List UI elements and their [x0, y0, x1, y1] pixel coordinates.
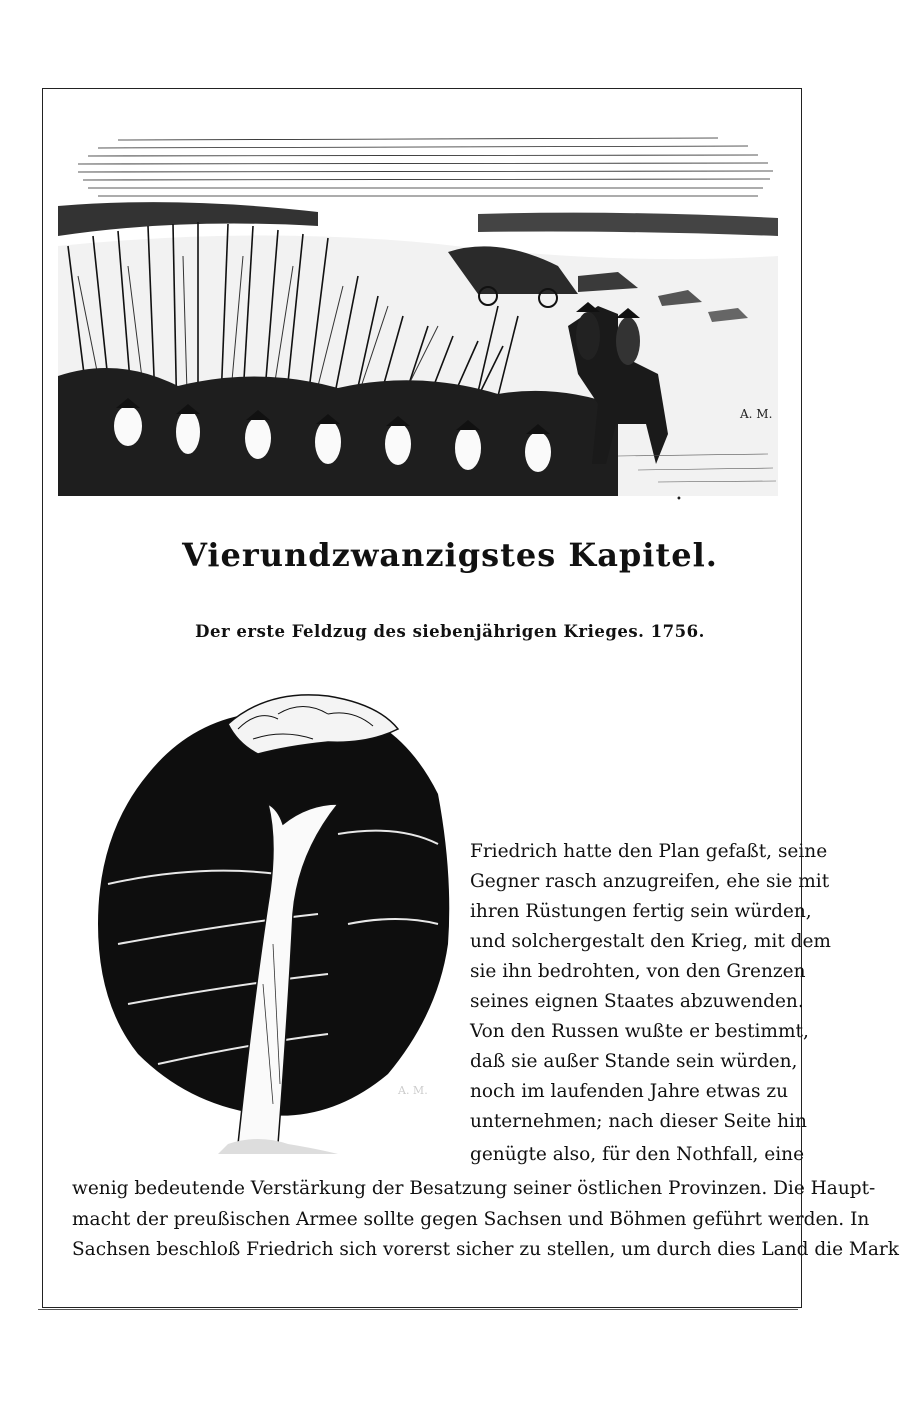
body-line-7: Von den Russen wußte er bestimmt,: [470, 1021, 809, 1042]
header-signature: A. M.: [740, 407, 773, 421]
body-line-6: seines eignen Staates abzuwenden.: [470, 991, 804, 1012]
body-line-14: Sachsen beschloß Friedrich sich vorerst sicher zu stellen, um durch dies Land die Mark: [72, 1239, 899, 1260]
army-march-illustration: [58, 126, 778, 496]
body-line-13: macht der preußischen Armee sollte gegen Sachsen und Böhmen geführt werden. In: [72, 1209, 870, 1230]
body-line-8: daß sie außer Stande sein würden,: [470, 1051, 798, 1072]
body-line-5: sie ihn bedrohten, von den Grenzen: [470, 961, 806, 982]
body-line-2: Gegner rasch anzugreifen, ehe sie mit: [470, 871, 830, 892]
body-line-11: genügte also, für den Nothfall, eine: [470, 1144, 805, 1165]
page-dot: •: [676, 494, 682, 505]
page-frame-bottom-rule: [38, 1309, 798, 1310]
body-line-1: Friedrich hatte den Plan gefaßt, seine: [470, 841, 828, 862]
body-line-12: wenig bedeutende Verstärkung der Besatzung seiner östlichen Provinzen. Die Haupt-: [72, 1178, 876, 1199]
storm-tree-illustration: [78, 684, 458, 1154]
chapter-subtitle: Der erste Feldzug des siebenjährigen Krieges. 1756.: [195, 622, 705, 641]
body-line-3: ihren Rüstungen fertig sein würden,: [470, 901, 812, 922]
body-line-10: unternehmen; nach dieser Seite hin: [470, 1111, 807, 1132]
body-line-4: und solchergestalt den Krieg, mit dem: [470, 931, 831, 952]
body-line-9: noch im laufenden Jahre etwas zu: [470, 1081, 789, 1102]
tree-signature: A. M.: [398, 1084, 428, 1097]
chapter-title: Vierundzwanzigstes Kapitel.: [182, 536, 718, 574]
